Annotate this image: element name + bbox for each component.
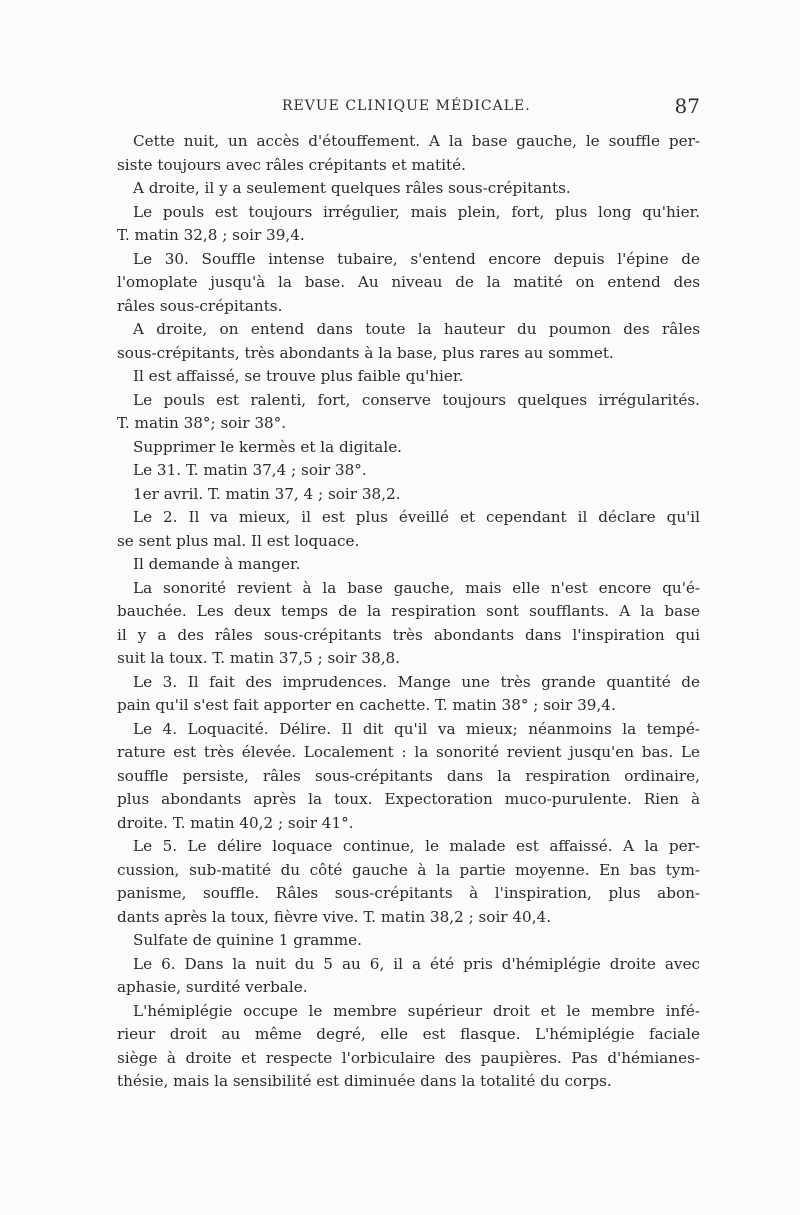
text-line: souffle persiste, râles sous-crépitants dans la respiration ordinaire, — [117, 766, 700, 785]
page-number: 87 — [674, 94, 700, 118]
text-line: Le 30. Souffle intense tubaire, s'entend encore depuis l'épine de — [133, 249, 700, 268]
body-text — [117, 130, 700, 1094]
text-line: Il est affaissé, se trouve plus faible qu'hier. — [133, 367, 464, 385]
text-line: Le 3. Il fait des imprudences. Mange une très grande quantité de — [133, 672, 700, 691]
text-line: se sent plus mal. Il est loquace. — [117, 531, 360, 550]
text-line: Le pouls est ralenti, fort, conserve toujours quelques irrégularités. — [133, 390, 700, 409]
text-line: Le 31. T. matin 37,4 ; soir 38°. — [133, 461, 367, 479]
text-line: T. matin 32,8 ; soir 39,4. — [117, 226, 305, 244]
text-line: Le 6. Dans la nuit du 5 au 6, il a été pris d'hémiplégie droite avec — [133, 954, 700, 973]
text-line: l'omoplate jusqu'à la base. Au niveau de la matité on entend des — [117, 273, 700, 291]
text-line: aphasie, surdité verbale. — [117, 978, 308, 996]
text-line: L'hémiplégie occupe le membre supérieur droit et le membre infé- — [133, 1001, 700, 1020]
text-line: rieur droit au même degré, elle est flasque. L'hémiplégie faciale — [117, 1025, 700, 1043]
text-line: panisme, souffle. Râles sous-crépitants à l'inspiration, plus abon- — [117, 884, 700, 902]
text-line: cussion, sub-matité du côté gauche à la partie moyenne. En bas tym- — [117, 860, 700, 879]
text-line: dants après la toux, fièvre vive. T. matin 38,2 ; soir 40,4. — [117, 907, 552, 926]
text-line: A droite, on entend dans toute la hauteur du poumon des râles — [133, 320, 700, 338]
text-line: siège à droite et respecte l'orbiculaire des paupières. Pas d'hémianes- — [117, 1048, 700, 1067]
text-line: T. matin 38°; soir 38°. — [117, 414, 287, 432]
text-line: 1er avril. T. matin 37, 4 ; soir 38,2. — [133, 484, 401, 503]
text-line: Le 4. Loquacité. Délire. Il dit qu'il va mieux; néanmoins la tempé- — [133, 719, 700, 738]
text-line: Le pouls est toujours irrégulier, mais plein, fort, plus long qu'hier. — [133, 202, 700, 221]
page-header — [117, 94, 700, 124]
text-line: bauchée. Les deux temps de la respiration sont soufflants. A la base — [117, 602, 700, 620]
text-line: rature est très élevée. Localement : la sonorité revient jusqu'en bas. Le — [117, 743, 700, 761]
text-line: Cette nuit, un accès d'étouffement. A la base gauche, le souffle per- — [133, 132, 700, 150]
text-line: siste toujours avec râles crépitants et matité. — [117, 155, 466, 174]
text-line: droite. T. matin 40,2 ; soir 41°. — [117, 813, 354, 832]
running-title: REVUE CLINIQUE MÉDICALE. — [282, 98, 531, 114]
text-line: plus abondants après la toux. Expectoration muco-purulente. Rien à — [117, 790, 700, 808]
text-line: La sonorité revient à la base gauche, mais elle n'est encore qu'é- — [133, 578, 700, 597]
text-line: Le 2. Il va mieux, il est plus éveillé et cependant il déclare qu'il — [133, 508, 700, 526]
text-line: râles sous-crépitants. — [117, 296, 283, 315]
text-line: Le 5. Le délire loquace continue, le malade est affaissé. A la per- — [133, 837, 700, 855]
text-line: sous-crépitants, très abondants à la base, plus rares au sommet. — [117, 343, 614, 362]
text-line: Il demande à manger. — [133, 555, 301, 573]
text-line: A droite, il y a seulement quelques râles sous-crépitants. — [133, 179, 571, 197]
text-line: il y a des râles sous-crépitants très abondants dans l'inspiration qui — [117, 625, 700, 644]
text-line: suit la toux. T. matin 37,5 ; soir 38,8. — [117, 649, 401, 667]
text-line: Supprimer le kermès et la digitale. — [133, 437, 403, 456]
text-line: thésie, mais la sensibilité est diminuée dans la totalité du corps. — [117, 1072, 612, 1090]
text-line: pain qu'il s'est fait apporter en cachette. T. matin 38° ; soir 39,4. — [117, 696, 616, 714]
text-line: Sulfate de quinine 1 gramme. — [133, 931, 362, 949]
